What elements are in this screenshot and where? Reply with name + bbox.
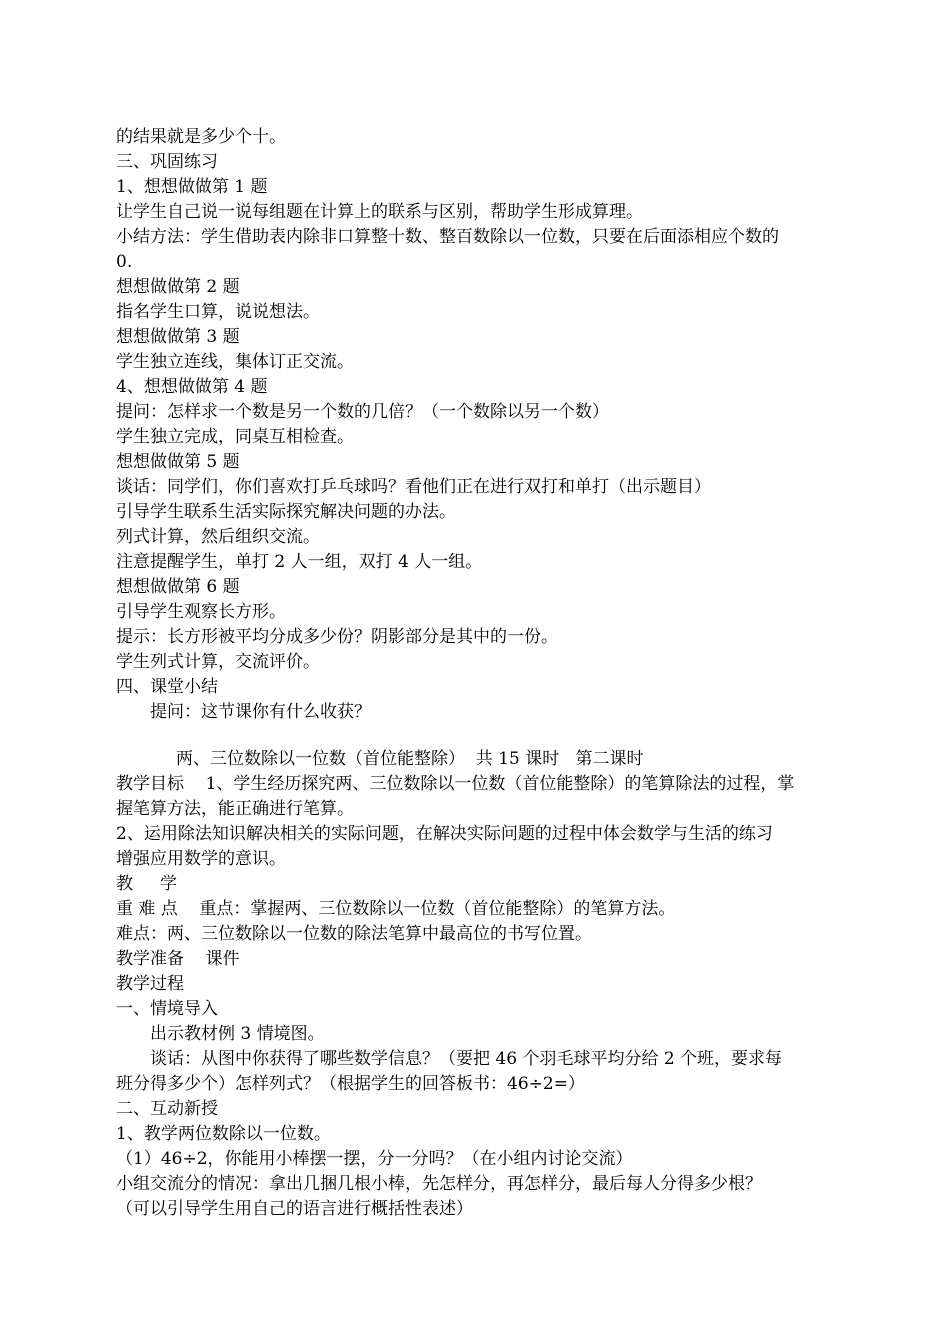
text-line: （1）46÷2，你能用小棒摆一摆，分一分吗？（在小组内讨论交流） — [116, 1149, 633, 1169]
text-line: 注意提醒学生，单打 2 人一组，双打 4 人一组。 — [116, 552, 483, 572]
text-line: 重 难 点 重点：掌握两、三位数除以一位数（首位能整除）的笔算方法。 — [116, 899, 676, 919]
text-line: 学生独立连线，集体订正交流。 — [116, 352, 354, 372]
text-line: 出示教材例 3 情境图。 — [150, 1024, 325, 1044]
text-line: 小结方法：学生借助表内除非口算整十数、整百数除以一位数，只要在后面添相应个数的 — [116, 227, 779, 247]
text-line: 0. — [116, 252, 133, 272]
text-line: 1、想想做做第 1 题 — [116, 177, 268, 197]
text-line: 教 学 — [116, 874, 178, 894]
text-line: 想想做做第 6 题 — [116, 577, 240, 597]
text-line: 引导学生观察长方形。 — [116, 602, 286, 622]
text-line: 想想做做第 5 题 — [116, 452, 240, 472]
text-line: 指名学生口算，说说想法。 — [116, 302, 320, 322]
text-line: 握笔算方法，能正确进行笔算。 — [116, 799, 354, 819]
text-line: 班分得多少个）怎样列式？（根据学生的回答板书：46÷2=） — [116, 1074, 585, 1094]
text-line: 1、教学两位数除以一位数。 — [116, 1124, 331, 1144]
section-heading: 一、情境导入 — [116, 999, 218, 1019]
text-line: 引导学生联系生活实际探究解决问题的办法。 — [116, 502, 456, 522]
text-line: 难点：两、三位数除以一位数的除法笔算中最高位的书写位置。 — [116, 924, 592, 944]
text-line: 小组交流分的情况：拿出几捆几根小棒，先怎样分，再怎样分，最后每人分得多少根？ — [116, 1174, 762, 1194]
text-line: 让学生自己说一说每组题在计算上的联系与区别，帮助学生形成算理。 — [116, 202, 643, 222]
text-line: 教学过程 — [116, 974, 184, 994]
text-line: 提问：怎样求一个数是另一个数的几倍？（一个数除以另一个数） — [116, 402, 609, 422]
text-line: 提示：长方形被平均分成多少份？阴影部分是其中的一份。 — [116, 627, 558, 647]
text-line: 想想做做第 3 题 — [116, 327, 240, 347]
section-heading: 二、互动新授 — [116, 1099, 218, 1119]
text-line: 提问：这节课你有什么收获？ — [150, 702, 371, 722]
text-line: 4、想想做做第 4 题 — [116, 377, 268, 397]
text-line: 想想做做第 2 题 — [116, 277, 240, 297]
text-line: 的结果就是多少个十。 — [116, 127, 286, 147]
text-line: 谈话：同学们，你们喜欢打乒乓球吗？看他们正在进行双打和单打（出示题目） — [116, 477, 711, 497]
section-heading: 四、课堂小结 — [116, 677, 218, 697]
lesson-title: 两、三位数除以一位数（首位能整除） 共 15 课时 第二课时 — [176, 749, 644, 769]
text-line: 教学目标 1、学生经历探究两、三位数除以一位数（首位能整除）的笔算除法的过程，掌 — [116, 774, 795, 794]
text-line: 学生独立完成，同桌互相检查。 — [116, 427, 354, 447]
text-line: 谈话：从图中你获得了哪些数学信息？（要把 46 个羽毛球平均分给 2 个班，要求每 — [150, 1049, 783, 1069]
text-line: 教学准备 课件 — [116, 949, 240, 969]
text-line: 学生列式计算，交流评价。 — [116, 652, 320, 672]
text-line: 2、运用除法知识解决相关的实际问题，在解决实际问题的过程中体会数学与生活的练习 — [116, 824, 773, 844]
text-line: 列式计算，然后组织交流。 — [116, 527, 320, 547]
text-line: （可以引导学生用自己的语言进行概括性表述） — [116, 1199, 473, 1219]
section-heading: 三、巩固练习 — [116, 152, 218, 172]
text-line: 增强应用数学的意识。 — [116, 849, 286, 869]
